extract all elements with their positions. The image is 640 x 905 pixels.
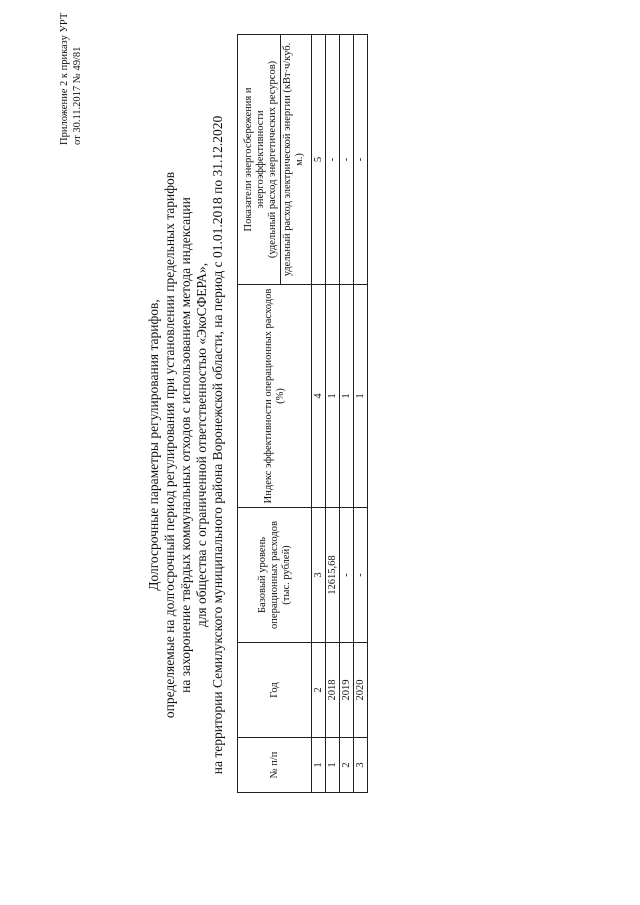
- row-num: 2: [340, 738, 354, 793]
- header-num: № п/п: [238, 738, 312, 793]
- header-row: [238, 35, 312, 793]
- row-energy: -: [354, 35, 368, 285]
- row-year: 2019: [340, 643, 354, 738]
- header-index: Индекс эффективности операционных расходов (%): [238, 285, 312, 508]
- col-number: 2: [312, 643, 326, 738]
- row-base: 12615,68: [326, 508, 340, 643]
- title-line-2: определяемые на долгосрочный период регулирования при установлении предельных тарифов: [162, 171, 177, 719]
- table-row: [354, 35, 368, 793]
- title-line-5: на территории Семилукского муниципального района Воронежской области, на период с 01.01.2018 по 31.12.2020: [210, 115, 225, 775]
- row-base: -: [340, 508, 354, 643]
- document-title: [146, 45, 226, 845]
- header-energy: [238, 35, 312, 285]
- row-energy: -: [340, 35, 354, 285]
- header-base: Базовый уровень операционных расходов (тыс. рублей): [238, 508, 312, 643]
- row-num: 1: [326, 738, 340, 793]
- row-index: 1: [354, 285, 368, 508]
- row-index: 1: [340, 285, 354, 508]
- row-index: 1: [326, 285, 340, 508]
- appendix-line-1: Приложение 2 к приказу УРТ: [59, 12, 70, 145]
- appendix-line-2: от 30.11.2017 № 49/81: [72, 46, 83, 145]
- header-energy-elec: удельный расход электрической энергии (кВт·ч/куб. м.): [282, 42, 305, 277]
- col-number: 4: [312, 285, 326, 508]
- row-year: 2020: [354, 643, 368, 738]
- table-row: [326, 35, 340, 793]
- title-line-4: для общества с ограниченной ответственностью «ЭкоСФЕРА»,: [194, 262, 209, 628]
- title-line-1: Долгосрочные параметры регулирования тарифов,: [146, 299, 161, 591]
- table-row: [340, 35, 354, 793]
- row-energy: -: [326, 35, 340, 285]
- row-base: -: [354, 508, 368, 643]
- header-energy-main: Показатели энергосбережения и энергоэффективности (удельный расход энергетических ресурсов): [242, 35, 281, 284]
- title-line-3: на захоронение твёрдых коммунальных отходов с использованием метода индексации: [178, 197, 193, 693]
- appendix-note: [58, 5, 84, 145]
- column-number-row: [312, 35, 326, 793]
- col-number: 5: [312, 35, 326, 285]
- header-year: Год: [238, 643, 312, 738]
- col-number: 1: [312, 738, 326, 793]
- col-number: 3: [312, 508, 326, 643]
- tariff-parameters-table: [237, 34, 368, 793]
- row-year: 2018: [326, 643, 340, 738]
- row-num: 3: [354, 738, 368, 793]
